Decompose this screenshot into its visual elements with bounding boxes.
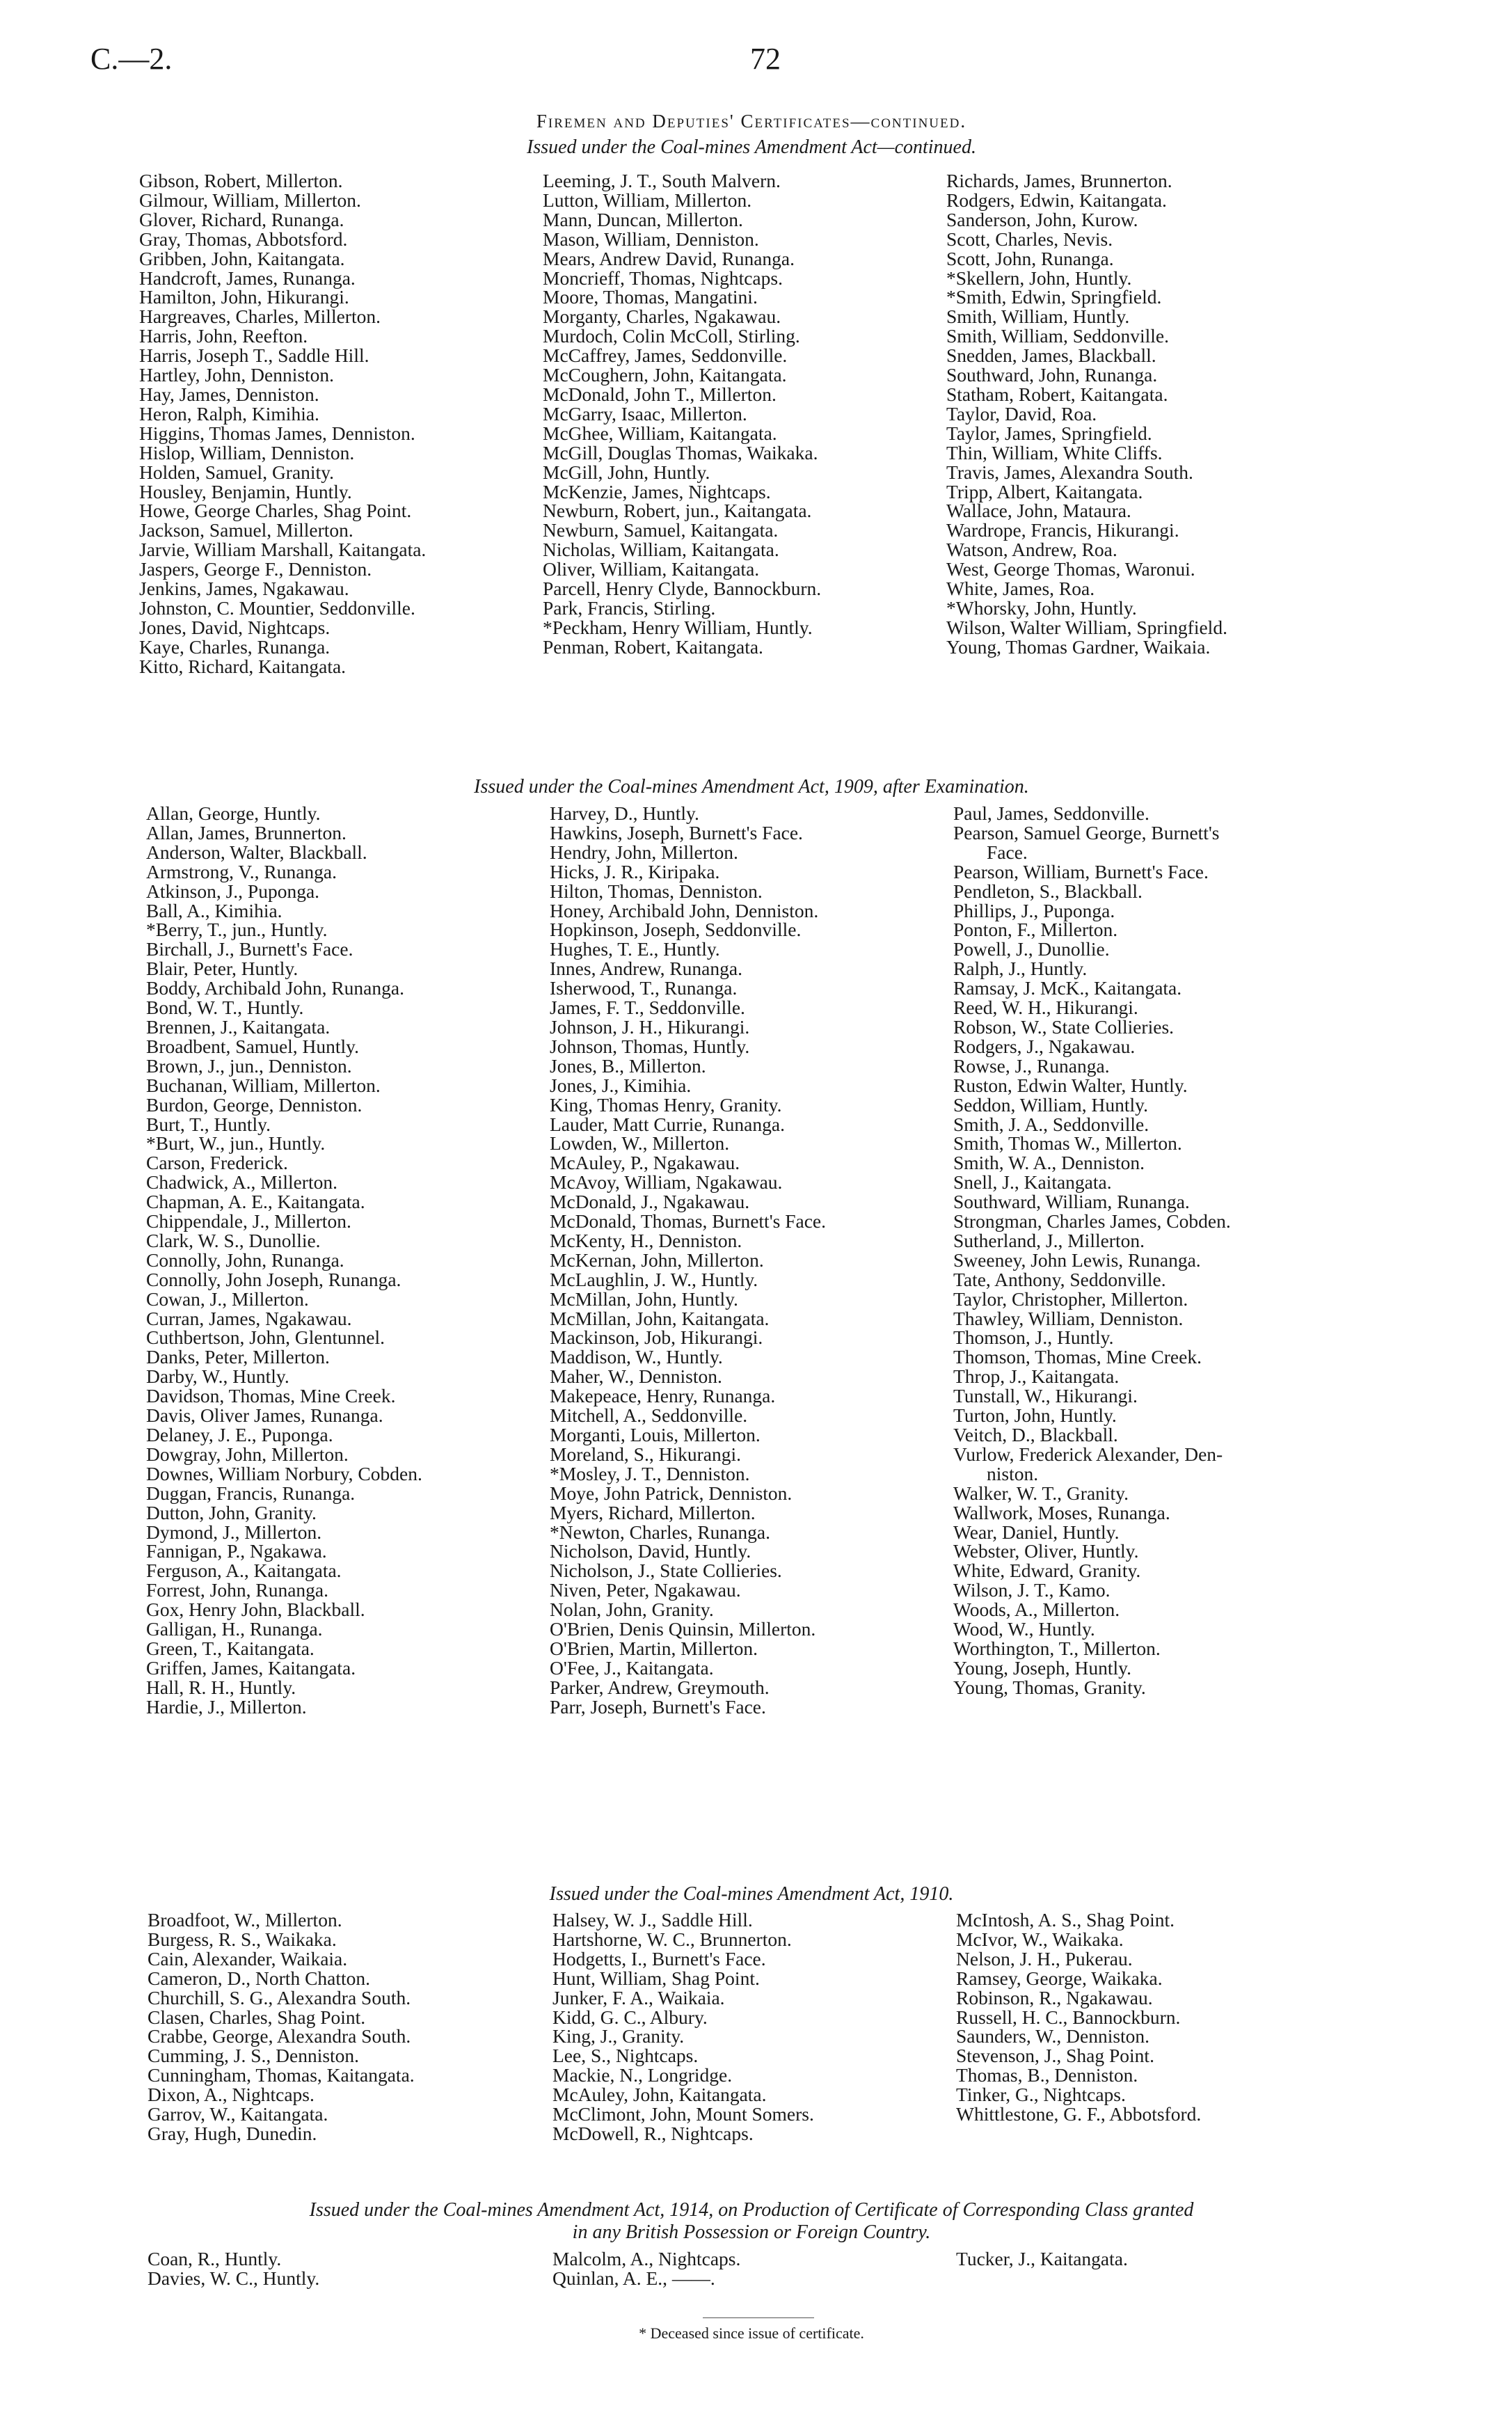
list-item: Ball, A., Kimihia.: [146, 899, 282, 921]
list-item: Tate, Anthony, Seddonville.: [953, 1268, 1166, 1290]
list-item: Taylor, Christopher, Millerton.: [953, 1287, 1188, 1310]
list-item: Nicholson, J., State Collieries.: [550, 1560, 782, 1582]
list-item: McDowell, R., Nightcaps.: [552, 2122, 754, 2144]
list-item: Wilson, Walter William, Springfield.: [946, 616, 1227, 638]
list-item: Newburn, Robert, jun., Kaitangata.: [543, 500, 812, 522]
list-item: Hardie, J., Millerton.: [146, 1695, 307, 1718]
list-item: Johnson, Thomas, Huntly.: [550, 1035, 750, 1057]
list-item: Holden, Samuel, Granity.: [139, 461, 335, 483]
list-item: Birchall, J., Burnett's Face.: [146, 938, 353, 960]
list-item: Tinker, G., Nightcaps.: [956, 2084, 1126, 2106]
list-item: Makepeace, Henry, Runanga.: [550, 1385, 776, 1407]
list-item: Wilson, J. T., Kamo.: [953, 1579, 1111, 1601]
list-item: Churchill, S. G., Alexandra South.: [148, 1986, 411, 2008]
name-column-1: [148, 1910, 552, 2143]
list-item: Cowan, J., Millerton.: [146, 1287, 309, 1310]
list-item: Hodgetts, I., Burnett's Face.: [552, 1947, 766, 1970]
list-item: Kitto, Richard, Kaitangata.: [139, 655, 347, 677]
list-item: Green, T., Kaitangata.: [146, 1637, 315, 1659]
list-item: McAuley, John, Kaitangata.: [552, 2084, 767, 2106]
list-item: Curran, James, Ngakawau.: [146, 1307, 352, 1329]
list-item: *Peckham, Henry William, Huntly.: [543, 616, 813, 638]
list-item: McGill, John, Huntly.: [543, 461, 710, 483]
list-item: Connolly, John, Runanga.: [146, 1249, 344, 1271]
list-item: Tunstall, W., Hikurangi.: [953, 1385, 1138, 1407]
list-item: Thin, William, White Cliffs.: [946, 441, 1163, 463]
list-item: McGhee, William, Kaitangata.: [543, 422, 777, 444]
list-item: King, J., Granity.: [552, 2025, 685, 2047]
certificate-list-1910: [148, 1910, 1387, 2143]
list-item: Pearson, Samuel George, Burnett's: [953, 821, 1220, 843]
list-item: Junker, F. A., Waikaia.: [552, 1986, 725, 2008]
list-item: Whittlestone, G. F., Abbotsford.: [956, 2103, 1202, 2125]
list-item: Jones, J., Kimihia.: [550, 1074, 692, 1096]
list-item: Forrest, John, Runanga.: [146, 1579, 328, 1601]
list-item: Jones, David, Nightcaps.: [139, 616, 331, 638]
list-item: *Whorsky, John, Huntly.: [946, 596, 1137, 619]
list-item: Lutton, William, Millerton.: [543, 189, 752, 211]
list-item: Gibson, Robert, Millerton.: [139, 170, 343, 191]
list-item: Dutton, John, Granity.: [146, 1501, 317, 1523]
list-item: McMillan, John, Kaitangata.: [550, 1307, 770, 1329]
list-item: Moreland, S., Hikurangi.: [550, 1443, 741, 1465]
list-item: Brown, J., jun., Denniston.: [146, 1054, 352, 1077]
list-item: O'Brien, Martin, Millerton.: [550, 1637, 758, 1659]
list-item: Myers, Richard, Millerton.: [550, 1501, 756, 1523]
list-item: Hall, R. H., Huntly.: [146, 1676, 296, 1698]
list-item: Rodgers, J., Ngakawau.: [953, 1035, 1136, 1057]
list-item: Stevenson, J., Shag Point.: [956, 2045, 1154, 2067]
list-item: Burdon, George, Denniston.: [146, 1093, 363, 1116]
list-item: Taylor, David, Roa.: [946, 402, 1097, 425]
name-column-2: [550, 804, 953, 1717]
list-item: Gilmour, William, Millerton.: [139, 189, 361, 211]
list-item: Delaney, J. E., Puponga.: [146, 1424, 333, 1445]
list-item: White, Edward, Granity.: [953, 1560, 1141, 1582]
list-item: Galligan, H., Runanga.: [146, 1618, 323, 1640]
list-item: Hicks, J. R., Kiripaka.: [550, 860, 720, 882]
list-item: Malcolm, A., Nightcaps.: [552, 2248, 741, 2269]
list-item: Turton, John, Huntly.: [953, 1404, 1117, 1427]
list-item: James, F. T., Seddonville.: [550, 997, 745, 1019]
heading-1910: Issued under the Coal-mines Amendment Act, 1910.: [549, 1883, 954, 1905]
list-item: Ralph, J., Huntly.: [953, 958, 1088, 980]
list-item: Kaye, Charles, Runanga.: [139, 635, 331, 658]
list-item: Crabbe, George, Alexandra South.: [148, 2025, 411, 2047]
list-item: Nicholas, William, Kaitangata.: [543, 539, 779, 561]
list-item: Southward, John, Runanga.: [946, 364, 1158, 386]
list-item: *Mosley, J. T., Denniston.: [550, 1462, 750, 1484]
list-item: Snedden, James, Blackball.: [946, 344, 1156, 367]
section-title: Firemen and Deputies' Certificates—continued.: [536, 111, 967, 132]
list-item: Throp, J., Kaitangata.: [953, 1365, 1120, 1388]
list-item: Wood, W., Huntly.: [953, 1618, 1095, 1640]
list-item: Harris, Joseph T., Saddle Hill.: [139, 344, 369, 367]
list-item: Nolan, John, Granity.: [550, 1599, 714, 1621]
list-item: Newburn, Samuel, Kaitangata.: [543, 519, 779, 541]
list-item: Quinlan, A. E., ——.: [552, 2267, 715, 2289]
list-item: Bond, W. T., Huntly.: [146, 997, 304, 1019]
list-item: Ferguson, A., Kaitangata.: [146, 1560, 342, 1582]
list-item: Tripp, Albert, Kaitangata.: [946, 480, 1143, 502]
name-column-2: [543, 171, 946, 676]
list-item: McLaughlin, J. W., Huntly.: [550, 1268, 758, 1290]
list-item: McKenty, H., Denniston.: [550, 1229, 742, 1251]
footnote: * Deceased since issue of certificate.: [639, 2324, 864, 2342]
list-item: Niven, Peter, Ngakawau.: [550, 1579, 741, 1601]
heading-1909: Issued under the Coal-mines Amendment Act, 1909, after Examination.: [474, 776, 1029, 798]
list-item: Richards, James, Brunnerton.: [946, 170, 1172, 191]
list-item: Chapman, A. E., Kaitangata.: [146, 1191, 365, 1213]
list-item: Coan, R., Huntly.: [148, 2248, 282, 2269]
list-item: Glover, Richard, Runanga.: [139, 208, 344, 230]
list-item: Snell, J., Kaitangata.: [953, 1171, 1112, 1194]
list-item: Howe, George Charles, Shag Point.: [139, 500, 412, 522]
list-item: Isherwood, T., Runanga.: [550, 977, 738, 999]
list-item: Walker, W. T., Granity.: [953, 1482, 1129, 1504]
list-item: Jackson, Samuel, Millerton.: [139, 519, 353, 541]
list-item: Young, Joseph, Huntly.: [953, 1656, 1131, 1679]
list-item: McGarry, Isaac, Millerton.: [543, 402, 747, 425]
list-item: Hargreaves, Charles, Millerton.: [139, 306, 381, 328]
list-item: Davis, Oliver James, Runanga.: [146, 1404, 383, 1427]
list-item: Veitch, D., Blackball.: [953, 1424, 1118, 1445]
list-item: Danks, Peter, Millerton.: [146, 1346, 330, 1368]
list-item: Gray, Thomas, Abbotsford.: [139, 228, 348, 250]
list-item: Moncrieff, Thomas, Nightcaps.: [543, 267, 783, 289]
certificate-list-1909: [146, 804, 1385, 1717]
list-item: Allan, James, Brunnerton.: [146, 821, 347, 843]
list-item: Smith, William, Huntly.: [946, 306, 1130, 328]
list-item: Smith, William, Seddonville.: [946, 325, 1169, 347]
list-item: Face.: [987, 841, 1028, 863]
list-item: McIvor, W., Waikaka.: [956, 1928, 1124, 1950]
list-item: Leeming, J. T., South Malvern.: [543, 170, 781, 191]
list-item: Clasen, Charles, Shag Point.: [148, 2006, 366, 2028]
list-item: Broadbent, Samuel, Huntly.: [146, 1035, 360, 1057]
list-item: Davidson, Thomas, Mine Creek.: [146, 1385, 396, 1407]
certificate-list-continued: [139, 171, 1392, 676]
list-item: Maher, W., Denniston.: [550, 1365, 722, 1388]
list-item: Parr, Joseph, Burnett's Face.: [550, 1695, 766, 1718]
list-item: *Smith, Edwin, Springfield.: [946, 286, 1162, 308]
list-item: Wallace, John, Mataura.: [946, 500, 1131, 522]
list-item: McDonald, Thomas, Burnett's Face.: [550, 1210, 827, 1233]
list-item: Housley, Benjamin, Huntly.: [139, 480, 352, 502]
list-item: McKenzie, James, Nightcaps.: [543, 480, 771, 502]
list-item: Morganti, Louis, Millerton.: [550, 1424, 761, 1445]
page-number: 72: [750, 42, 781, 76]
list-item: Chadwick, A., Millerton.: [146, 1171, 337, 1194]
name-column-2: [552, 2249, 956, 2288]
list-item: Allan, George, Huntly.: [146, 802, 321, 824]
list-item: Robson, W., State Collieries.: [953, 1015, 1175, 1038]
list-item: Hartley, John, Denniston.: [139, 364, 335, 386]
list-item: Hamilton, John, Hikurangi.: [139, 286, 349, 308]
heading-1914-line2: in any British Possession or Foreign Country.: [572, 2221, 931, 2243]
list-item: Strongman, Charles James, Cobden.: [953, 1210, 1231, 1233]
list-item: Cunningham, Thomas, Kaitangata.: [148, 2064, 415, 2086]
name-column-3: [946, 171, 1392, 676]
list-item: Worthington, T., Millerton.: [953, 1637, 1161, 1659]
list-item: Pendleton, S., Blackball.: [953, 880, 1143, 902]
list-item: Davies, W. C., Huntly.: [148, 2267, 320, 2289]
list-item: Hawkins, Joseph, Burnett's Face.: [550, 821, 803, 843]
list-item: Smith, Thomas W., Millerton.: [953, 1132, 1182, 1155]
list-item: Mears, Andrew David, Runanga.: [543, 247, 795, 269]
list-item: Mackie, N., Longridge.: [552, 2064, 733, 2086]
list-item: Cuthbertson, John, Glentunnel.: [146, 1326, 385, 1349]
list-item: Brennen, J., Kaitangata.: [146, 1015, 331, 1038]
list-item: McCaffrey, James, Seddonville.: [543, 344, 788, 367]
list-item: Kidd, G. C., Albury.: [552, 2006, 708, 2028]
list-item: Parker, Andrew, Greymouth.: [550, 1676, 770, 1698]
list-item: Saunders, W., Denniston.: [956, 2025, 1150, 2047]
list-item: Ruston, Edwin Walter, Huntly.: [953, 1074, 1188, 1096]
list-item: Mitchell, A., Seddonville.: [550, 1404, 748, 1427]
list-item: Sanderson, John, Kurow.: [946, 208, 1138, 230]
list-item: Ponton, F., Millerton.: [953, 919, 1118, 941]
name-column-2: [552, 1910, 956, 2143]
document-code: C.—2.: [90, 42, 173, 76]
list-item: Jones, B., Millerton.: [550, 1054, 706, 1077]
list-item: Burgess, R. S., Waikaka.: [148, 1928, 337, 1950]
list-item: Young, Thomas, Granity.: [953, 1676, 1146, 1698]
list-item: Taylor, James, Springfield.: [946, 422, 1152, 444]
list-item: Morganty, Charles, Ngakawau.: [543, 306, 781, 328]
list-item: Wardrope, Francis, Hikurangi.: [946, 519, 1179, 541]
name-column-1: [148, 2249, 552, 2288]
list-item: McKernan, John, Millerton.: [550, 1249, 764, 1271]
list-item: Powell, J., Dunollie.: [953, 938, 1110, 960]
list-item: Thomson, Thomas, Mine Creek.: [953, 1346, 1202, 1368]
name-column-1: [139, 171, 543, 676]
list-item: *Berry, T., jun., Huntly.: [146, 919, 328, 941]
list-item: Johnston, C. Mountier, Seddonville.: [139, 596, 415, 619]
list-item: Gox, Henry John, Blackball.: [146, 1599, 365, 1621]
list-item: Chippendale, J., Millerton.: [146, 1210, 351, 1233]
list-item: O'Fee, J., Kaitangata.: [550, 1656, 714, 1679]
list-item: Sweeney, John Lewis, Runanga.: [953, 1249, 1201, 1271]
list-item: Rowse, J., Runanga.: [953, 1054, 1110, 1077]
list-item: Griffen, James, Kaitangata.: [146, 1656, 356, 1679]
list-item: Nelson, J. H., Pukerau.: [956, 1947, 1133, 1970]
name-column-3: [956, 2249, 1387, 2288]
list-item: Gray, Hugh, Dunedin.: [148, 2122, 317, 2144]
list-item: Honey, Archibald John, Denniston.: [550, 899, 819, 921]
list-item: Travis, James, Alexandra South.: [946, 461, 1193, 483]
list-item: Thomson, J., Huntly.: [953, 1326, 1114, 1349]
list-item: Buchanan, William, Millerton.: [146, 1074, 381, 1096]
list-item: Blair, Peter, Huntly.: [146, 958, 299, 980]
list-item: Hay, James, Denniston.: [139, 383, 319, 405]
list-item: McDonald, J., Ngakawau.: [550, 1191, 750, 1213]
list-item: Anderson, Walter, Blackball.: [146, 841, 367, 863]
list-item: Maddison, W., Huntly.: [550, 1346, 723, 1368]
list-item: Webster, Oliver, Huntly.: [953, 1540, 1139, 1562]
list-item: Hendry, John, Millerton.: [550, 841, 738, 863]
list-item: Vurlow, Frederick Alexander, Den-: [953, 1443, 1223, 1465]
list-item: Jarvie, William Marshall, Kaitangata.: [139, 539, 427, 561]
list-item: Duggan, Francis, Runanga.: [146, 1482, 356, 1504]
certificate-list-1914: [148, 2249, 1387, 2288]
list-item: Russell, H. C., Bannockburn.: [956, 2006, 1181, 2028]
list-item: Young, Thomas Gardner, Waikaia.: [946, 635, 1211, 658]
list-item: West, George Thomas, Waronui.: [946, 558, 1195, 580]
list-item: King, Thomas Henry, Granity.: [550, 1093, 782, 1116]
list-item: Boddy, Archibald John, Runanga.: [146, 977, 404, 999]
list-item: Watson, Andrew, Roa.: [946, 539, 1117, 561]
list-item: Heron, Ralph, Kimihia.: [139, 402, 319, 425]
list-item: Rodgers, Edwin, Kaitangata.: [946, 189, 1167, 211]
list-item: Ramsay, J. McK., Kaitangata.: [953, 977, 1182, 999]
list-item: Atkinson, J., Puponga.: [146, 880, 320, 902]
list-item: Robinson, R., Ngakawau.: [956, 1986, 1153, 2008]
list-item: Innes, Andrew, Runanga.: [550, 958, 742, 980]
list-item: Murdoch, Colin McColl, Stirling.: [543, 325, 800, 347]
list-item: Handcroft, James, Runanga.: [139, 267, 356, 289]
list-item: McAvoy, William, Ngakawau.: [550, 1171, 783, 1194]
list-item: Wallwork, Moses, Runanga.: [953, 1501, 1170, 1523]
list-item: Lauder, Matt Currie, Runanga.: [550, 1113, 785, 1135]
list-item: Smith, W. A., Denniston.: [953, 1152, 1145, 1174]
name-column-1: [146, 804, 550, 1717]
list-item: Cameron, D., North Chatton.: [148, 1967, 371, 1989]
list-item: *Skellern, John, Huntly.: [946, 267, 1132, 289]
list-item: Southward, William, Runanga.: [953, 1191, 1190, 1213]
list-item: McMillan, John, Huntly.: [550, 1287, 738, 1310]
list-item: White, James, Roa.: [946, 578, 1095, 600]
list-item: Fannigan, P., Ngakawa.: [146, 1540, 327, 1562]
list-item: *Burt, W., jun., Huntly.: [146, 1132, 326, 1155]
list-item: Burt, T., Huntly.: [146, 1113, 271, 1135]
list-item: Thawley, William, Denniston.: [953, 1307, 1184, 1329]
list-item: Hopkinson, Joseph, Seddonville.: [550, 919, 802, 941]
list-item: McDonald, John T., Millerton.: [543, 383, 777, 405]
list-item: O'Brien, Denis Quinsin, Millerton.: [550, 1618, 816, 1640]
list-item: Reed, W. H., Hikurangi.: [953, 997, 1138, 1019]
list-item: Dymond, J., Millerton.: [146, 1521, 322, 1543]
list-item: Phillips, J., Puponga.: [953, 899, 1115, 921]
name-column-3: [956, 1910, 1387, 2143]
list-item: Hislop, William, Denniston.: [139, 441, 355, 463]
list-item: Carson, Frederick.: [146, 1152, 288, 1174]
list-item: Hartshorne, W. C., Brunnerton.: [552, 1928, 792, 1950]
list-item: Garrov, W., Kaitangata.: [148, 2103, 328, 2125]
list-item: Jenkins, James, Ngakawau.: [139, 578, 349, 600]
list-item: Woods, A., Millerton.: [953, 1599, 1120, 1621]
list-item: Dowgray, John, Millerton.: [146, 1443, 349, 1465]
list-item: Downes, William Norbury, Cobden.: [146, 1462, 422, 1484]
list-item: McAuley, P., Ngakawau.: [550, 1152, 740, 1174]
list-item: *Newton, Charles, Runanga.: [550, 1521, 770, 1543]
list-item: Halsey, W. J., Saddle Hill.: [552, 1909, 753, 1931]
list-item: Hunt, William, Shag Point.: [552, 1967, 760, 1989]
list-item: Seddon, William, Huntly.: [953, 1093, 1148, 1116]
list-item: Jaspers, George F., Denniston.: [139, 558, 372, 580]
list-item: Oliver, William, Kaitangata.: [543, 558, 760, 580]
list-item: Park, Francis, Stirling.: [543, 596, 716, 619]
list-item: Penman, Robert, Kaitangata.: [543, 635, 763, 658]
list-item: Sutherland, J., Millerton.: [953, 1229, 1145, 1251]
list-item: Hughes, T. E., Huntly.: [550, 938, 720, 960]
list-item: Moore, Thomas, Mangatini.: [543, 286, 758, 308]
list-item: Tucker, J., Kaitangata.: [956, 2248, 1128, 2269]
list-item: Nicholson, David, Huntly.: [550, 1540, 751, 1562]
list-item: McClimont, John, Mount Somers.: [552, 2103, 814, 2125]
name-column-3: [953, 804, 1385, 1717]
list-item: Lee, S., Nightcaps.: [552, 2045, 699, 2067]
list-item: Smith, J. A., Seddonville.: [953, 1113, 1149, 1135]
list-item: Wear, Daniel, Huntly.: [953, 1521, 1120, 1543]
list-item: Cain, Alexander, Waikaia.: [148, 1947, 348, 1970]
list-item: Cumming, J. S., Denniston.: [148, 2045, 360, 2067]
list-item: Statham, Robert, Kaitangata.: [946, 383, 1168, 405]
list-item: Mason, William, Denniston.: [543, 228, 759, 250]
list-item: Mackinson, Job, Hikurangi.: [550, 1326, 763, 1349]
list-item: Lowden, W., Millerton.: [550, 1132, 730, 1155]
list-item: Parcell, Henry Clyde, Bannockburn.: [543, 578, 822, 600]
list-item: niston.: [987, 1462, 1039, 1484]
footnote-divider: [703, 2317, 814, 2318]
list-item: Connolly, John Joseph, Runanga.: [146, 1268, 401, 1290]
list-item: Gribben, John, Kaitangata.: [139, 247, 345, 269]
list-item: Dixon, A., Nightcaps.: [148, 2084, 315, 2106]
section-subtitle: Issued under the Coal-mines Amendment Act—continued.: [527, 136, 976, 158]
list-item: Pearson, William, Burnett's Face.: [953, 860, 1209, 882]
list-item: Hilton, Thomas, Denniston.: [550, 880, 763, 902]
list-item: Mann, Duncan, Millerton.: [543, 208, 743, 230]
list-item: Moye, John Patrick, Denniston.: [550, 1482, 793, 1504]
list-item: Armstrong, V., Runanga.: [146, 860, 337, 882]
list-item: Broadfoot, W., Millerton.: [148, 1909, 342, 1931]
list-item: Higgins, Thomas James, Denniston.: [139, 422, 415, 444]
heading-1914-line1: Issued under the Coal-mines Amendment Act, 1914, on Production of Certificate of Corresponding Class granted: [309, 2199, 1194, 2221]
list-item: Paul, James, Seddonville.: [953, 802, 1149, 824]
list-item: Harris, John, Reefton.: [139, 325, 308, 347]
list-item: Ramsey, George, Waikaka.: [956, 1967, 1163, 1989]
list-item: McIntosh, A. S., Shag Point.: [956, 1909, 1175, 1931]
list-item: Scott, John, Runanga.: [946, 247, 1114, 269]
list-item: Scott, Charles, Nevis.: [946, 228, 1113, 250]
list-item: Thomas, B., Denniston.: [956, 2064, 1138, 2086]
list-item: Johnson, J. H., Hikurangi.: [550, 1015, 750, 1038]
list-item: McGill, Douglas Thomas, Waikaka.: [543, 441, 818, 463]
list-item: McCoughern, John, Kaitangata.: [543, 364, 787, 386]
list-item: Harvey, D., Huntly.: [550, 802, 699, 824]
list-item: Clark, W. S., Dunollie.: [146, 1229, 321, 1251]
list-item: Darby, W., Huntly.: [146, 1365, 289, 1388]
